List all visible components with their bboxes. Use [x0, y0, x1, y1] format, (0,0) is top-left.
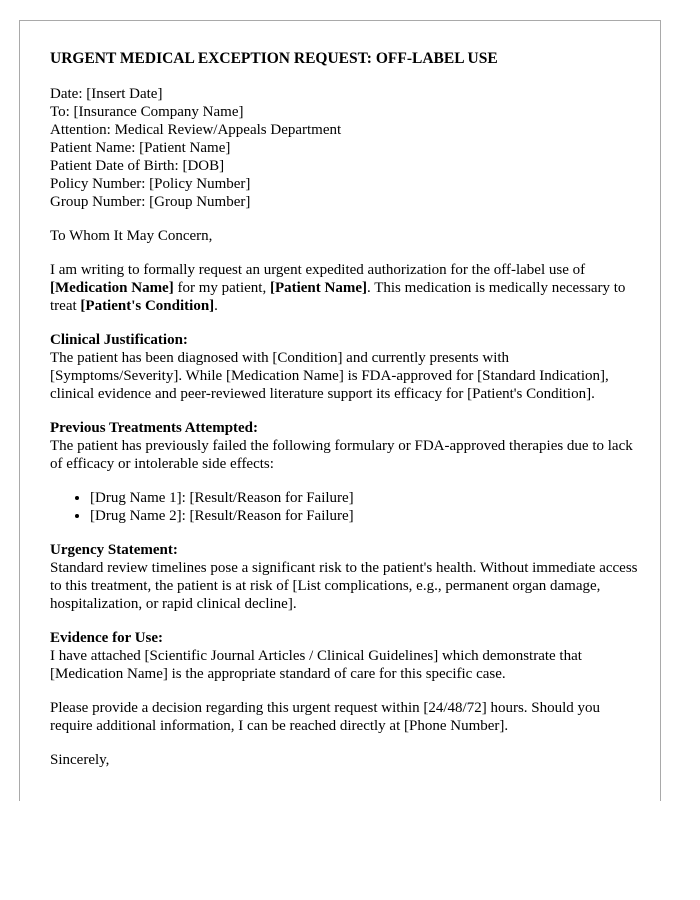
failed-drugs-list: [50, 489, 640, 525]
letter-content: [50, 49, 640, 769]
intro-text-1: I am writing to formally request an urgent expedited authorization for the off-label use of: [50, 262, 586, 278]
intro-patient-name: [Patient Name]: [269, 280, 367, 296]
intro-patient-condition: [Patient's Condition]: [80, 298, 215, 314]
urgency-statement-body: Standard review timelines pose a significant risk to the patient's health. Without immediate access to this treatment, the patient is at risk of [List complications, e.g., permanent organ damage, hospitalization, or rapid clinical decline].: [50, 560, 638, 612]
intro-medication-name: [Medication Name]: [50, 280, 174, 296]
group-number-line: Group Number: [Group Number]: [50, 194, 251, 210]
date-line: Date: [Insert Date]: [50, 86, 163, 102]
patient-name-line: Patient Name: [Patient Name]: [50, 140, 231, 156]
patient-dob-line: Patient Date of Birth: [DOB]: [50, 158, 225, 174]
urgency-statement-heading: Urgency Statement:: [50, 542, 178, 558]
clinical-justification-heading: Clinical Justification:: [50, 332, 188, 348]
letter-page: [19, 20, 661, 801]
recipient-line: To: [Insurance Company Name]: [50, 104, 244, 120]
intro-text-2: for my patient,: [173, 280, 270, 296]
letter-title: URGENT MEDICAL EXCEPTION REQUEST: OFF-LABEL USE: [50, 50, 498, 67]
urgency-statement-section: [50, 541, 640, 613]
clinical-justification-section: [50, 331, 640, 403]
intro-text-4: .: [214, 298, 218, 314]
list-item: • [Drug Name 1]: [Result/Reason for Failure]: [90, 489, 640, 507]
evidence-heading: Evidence for Use:: [50, 630, 164, 646]
intro-text-3: . This medication is medically necessary to treat: [50, 280, 626, 314]
evidence-body: I have attached [Scientific Journal Articles / Clinical Guidelines] which demonstrate that [Medication Name] is the appropriate standard of care for this specific case.: [50, 648, 582, 682]
list-item: • [Drug Name 2]: [Result/Reason for Failure]: [90, 507, 640, 525]
policy-number-line: Policy Number: [Policy Number]: [50, 176, 251, 192]
intro-paragraph: [50, 261, 640, 315]
letter-header-block: [50, 85, 640, 211]
signoff: Sincerely,: [50, 752, 110, 768]
previous-treatments-heading: Previous Treatments Attempted:: [50, 420, 259, 436]
attention-line: Attention: Medical Review/Appeals Department: [50, 122, 342, 138]
previous-treatments-body: The patient has previously failed the following formulary or FDA-approved therapies due to lack of efficacy or intolerable side effects:: [50, 438, 633, 472]
closing-paragraph: Please provide a decision regarding this urgent request within [24/48/72] hours. Should you require additional information, I can be reached directly at [Phone Number].: [50, 700, 601, 734]
evidence-section: [50, 629, 640, 683]
previous-treatments-section: [50, 419, 640, 525]
clinical-justification-body: The patient has been diagnosed with [Condition] and currently presents with [Symptoms/Severity]. While [Medication Name] is FDA-approved for [Standard Indication], clinical evidence and peer-reviewed literature support its efficacy for [Patient's Condition].: [50, 350, 609, 402]
greeting: To Whom It May Concern,: [50, 228, 213, 244]
